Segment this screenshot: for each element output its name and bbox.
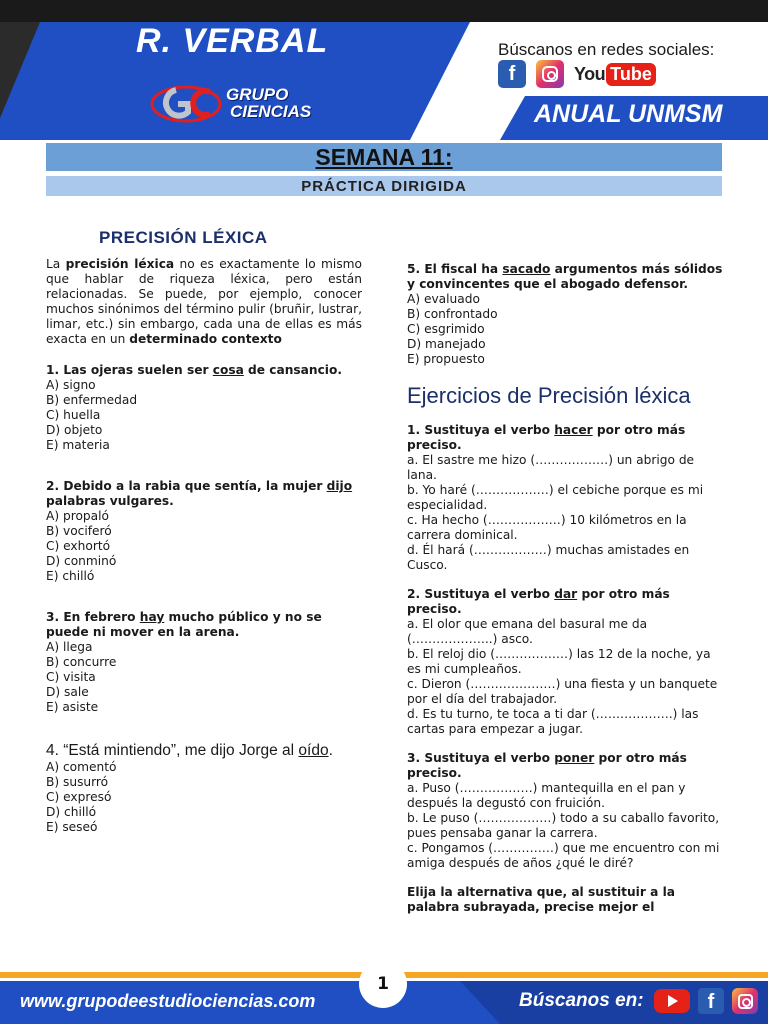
exercise-item: a. El sastre me hizo (………………) un abrigo de lana.: [407, 453, 695, 482]
grupo-ciencias-logo: [148, 78, 312, 130]
question-stem: 4. “Está mintiendo”, me dijo Jorge al oído.: [46, 742, 333, 759]
exercise-item: c. Dieron (…………………) una fiesta y un banquete por el día del trabajador.: [407, 677, 718, 706]
youtube-icon[interactable]: [654, 989, 690, 1013]
question-stem: 3. En febrero hay mucho público y no se puede ni mover en la arena.: [46, 610, 322, 639]
exercise-stem: 2. Sustituya el verbo dar por otro más preciso.: [407, 587, 670, 616]
social-label: Búscanos en redes sociales:: [498, 40, 715, 59]
option-a: A) evaluado: [407, 292, 480, 306]
footer-social-icons: [654, 988, 758, 1014]
exercise-2: [407, 587, 725, 737]
option-c: C) huella: [46, 408, 101, 422]
right-column: [407, 262, 725, 915]
exercise-item: d. Él hará (………………) muchas amistades en Cusco.: [407, 543, 690, 572]
question-3: [46, 610, 362, 715]
left-column: [46, 230, 362, 861]
exercise-stem: 1. Sustituya el verbo hacer por otro más preciso.: [407, 423, 686, 452]
option-e: E) asiste: [46, 700, 99, 714]
instagram-icon[interactable]: [536, 60, 564, 88]
option-e: E) seseó: [46, 820, 98, 834]
question-stem: 2. Debido a la rabia que sentía, la mujer dijo palabras vulgares.: [46, 479, 353, 508]
option-c: C) visita: [46, 670, 96, 684]
page-number: 1: [359, 960, 407, 1008]
exercise-stem: 3. Sustituya el verbo poner por otro más preciso.: [407, 751, 687, 780]
exercise-1: [407, 423, 725, 573]
page-footer: [0, 972, 768, 1024]
option-b: B) vociferó: [46, 524, 112, 538]
exercise-item: b. Yo haré (………………) el cebiche porque es mi especialidad.: [407, 483, 704, 512]
subject-title: R. VERBAL: [136, 22, 329, 60]
question-4: [46, 741, 362, 835]
option-b: B) enfermedad: [46, 393, 138, 407]
find-us-label: Búscanos en:: [519, 990, 644, 1011]
option-b: B) confrontado: [407, 307, 498, 321]
intro-paragraph: La precisión léxica no es exactamente lo mismo que hablar de riqueza léxica, pero están relacionadas. Se puede, por ejemplo, conocer muchos sinónimos del término pulir (bruñir, lustrar, limar, etc.) sin embargo, cada una de ellas es más exacta en un determinado contexto: [46, 257, 362, 346]
exercise-item: c. Ha hecho (………………) 10 kilómetros en la carrera dominical.: [407, 513, 687, 542]
logo-wordmark: [226, 86, 311, 120]
option-d: D) sale: [46, 685, 89, 699]
option-a: A) propaló: [46, 509, 109, 523]
logo-line-1: GRUPO: [226, 85, 289, 104]
exercise-item: a. Puso (………………) mantequilla en el pan y después la degustó con fruición.: [407, 781, 686, 810]
practice-subtitle: PRÁCTICA DIRIGIDA: [301, 177, 467, 195]
week-title-bar: [46, 143, 722, 171]
facebook-icon[interactable]: f: [698, 988, 724, 1014]
logo-line-2: CIENCIAS: [230, 102, 312, 121]
option-d: D) manejado: [407, 337, 486, 351]
question-stem: 5. El fiscal ha sacado argumentos más sólidos y convincentes que el abogado defensor.: [407, 262, 723, 291]
youtube-icon[interactable]: You Tube: [574, 63, 656, 86]
option-d: D) conminó: [46, 554, 117, 568]
option-d: D) chilló: [46, 805, 97, 819]
option-c: C) expresó: [46, 790, 112, 804]
exercises-heading: Ejercicios de Precisión léxica: [407, 383, 691, 408]
question-5: [407, 262, 725, 367]
exercise-item: d. Es tu turno, te toca a ti dar (……………….) las cartas para empezar a jugar.: [407, 707, 699, 736]
option-a: A) signo: [46, 378, 96, 392]
social-icons: [498, 60, 656, 88]
website-link[interactable]: www.grupodeestudiociencias.com: [20, 991, 316, 1011]
section-heading: PRECISIÓN LÉXICA: [99, 228, 268, 247]
exercise-item: b. Le puso (………………) todo a su caballo favorito, pues pensaba ganar la carrera.: [407, 811, 720, 840]
page-header: [0, 0, 768, 140]
course-label: ANUAL UNMSM: [534, 100, 723, 128]
facebook-icon[interactable]: f: [498, 60, 526, 88]
option-e: E) chilló: [46, 569, 95, 583]
exercise-3: [407, 751, 725, 871]
option-e: E) propuesto: [407, 352, 485, 366]
option-c: C) esgrimido: [407, 322, 485, 336]
option-b: B) susurró: [46, 775, 109, 789]
question-stem: 1. Las ojeras suelen ser cosa de cansancio.: [46, 363, 342, 377]
week-title: SEMANA 11:: [315, 143, 453, 170]
option-c: C) exhortó: [46, 539, 111, 553]
option-a: A) comentó: [46, 760, 117, 774]
practice-subtitle-bar: [46, 176, 722, 196]
question-1: [46, 363, 362, 453]
option-b: B) concurre: [46, 655, 117, 669]
instagram-icon[interactable]: [732, 988, 758, 1014]
option-a: A) llega: [46, 640, 93, 654]
exercise-item: b. El reloj dio (………………) las 12 de la noche, ya es mi cumpleaños.: [407, 647, 711, 676]
gc-logo-mark: [148, 78, 228, 130]
option-e: E) materia: [46, 438, 110, 452]
exercise-item: a. El olor que emana del basural me da (………………..) asco.: [407, 617, 648, 646]
question-2: [46, 479, 362, 584]
option-d: D) objeto: [46, 423, 103, 437]
final-instruction: Elija la alternativa que, al sustituir a la palabra subrayada, precise mejor el: [407, 885, 675, 914]
exercise-item: c. Pongamos (……………) que me encuentro con mi amiga después de años ¿qué le diré?: [407, 841, 720, 870]
